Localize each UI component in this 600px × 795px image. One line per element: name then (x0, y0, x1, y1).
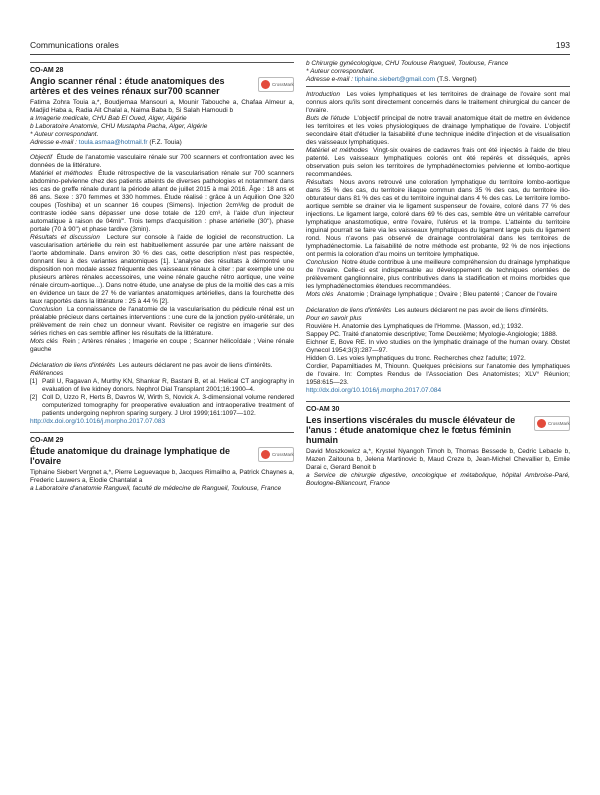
right-column (306, 60, 570, 488)
logo-label: CrossMark (548, 420, 570, 426)
materiel-paragraph: Matériel et méthodes Vingt-six ovaires de cadavres frais ont été injectés à l'aide de bleu patenté. Les vaisseaux lymphatiques colorés ont été repérés et disséqués, après observation puis selon les territoires de lymphadénectomies pelvienne et lombo-aortique recommandées. (306, 147, 570, 178)
introduction-paragraph: Introduction Les voies lymphatiques et les territoires de drainage de l'ovaire sont mal connus alors qu'ils sont directement concernés dans le traitement chirurgical du cancer de l'ovaire. (306, 91, 570, 114)
affiliation: a Service de chirurgie digestive, oncologique et métabolique, hôpital Ambroise-Paré, Boulogne-Billancourt, France (306, 472, 570, 487)
reference-item: [2] Coll D, Uzzo R, Herts B, Davros W, Wirth S, Novick A. 3-dimensional volume rendered computerized tomography for preoperative evaluation and intraoperative treatment of patients undergoing nephron sparing surgery. J Urol 1999;161:1097—102. (30, 394, 294, 417)
further-reading-item: Rouvière H. Anatomie des Lymphatiques de l'Homme. (Masson, ed.); 1932. (306, 323, 524, 330)
abstract-code: CO-AM 30 (306, 406, 340, 413)
keywords: Mots clés Anatomie ; Drainage lymphatique ; Ovaire ; Bleu patenté ; Cancer de l'ovaire (306, 291, 558, 298)
further-reading-item: Hidden G. Les voies lymphatiques du tronc. Recherches chez l'adulte; 1972. (306, 355, 526, 362)
section-name: Communications orales (30, 40, 119, 50)
running-header (30, 40, 570, 52)
declaration: Déclaration de liens d'intérêts Les auteurs déclarent ne pas avoir de liens d'intérêts. (306, 307, 549, 314)
authors: Fatima Zohra Touia a,*, Boudjemaa Mansouri a, Mounir Tabouche a, Chafaa Almeur a, Madjid Haba a, Radia Ait Chalal a, Naima Baba b, Si Salah Hamoudi b (30, 99, 294, 114)
affiliation: b Chirurgie gynécologique, CHU Toulouse Rangueil, Toulouse, France (306, 60, 509, 67)
abstract-title: Angio scanner rénal : étude anatomiques des artères et des veines rénaux sur700 scanner (30, 76, 225, 96)
doi-link[interactable]: http://dx.doi.org/10.1016/j.morpho.2017.07.083 (30, 418, 166, 425)
email-link[interactable]: tiphaine.siebert@gmail.com (354, 76, 436, 83)
crossmark-logo[interactable] (258, 447, 294, 462)
resultats-paragraph: Résultats Nous avons retrouvé une coloration lymphatique du territoire lombo-aortique dans 35 % des cas, du territoire iliaque commun dans 35 % des cas, du territoire ilio-obturateur dans 81 % des cas et du territoire inguinal dans 4 % des cas. Le territoire lombo-aortique semble se drainer via le ligament suspenseur de l'ovaire, coloré dans 77 % des injections. Le ligament large, coloré dans 69 % des cas, semble être un véritable carrefour lymphatique anastomotique, entre l'ovaire, l'utérus et la trompe. L'atteinte du territoire inguinal pourrait se faire via les vaisseaux lymphatiques du ligament large puis du ligament rond. Nous n'avons pas observé de drainage controlatéral dans les territoires de lymphadénectomie. La faisabilité de notre méthode est probante, 92 % de nos injections ont permis la coloration d'au moins un territoire lymphatique. (306, 179, 570, 258)
abstract-code: CO-AM 28 (30, 67, 64, 74)
crossmark-logo[interactable] (258, 77, 294, 92)
declaration: Déclaration de liens d'intérêts Les auteurs déclarent ne pas avoir de liens d'intérêts. (30, 362, 273, 369)
crossmark-icon (261, 80, 270, 89)
email-line: Adresse e-mail : toula.asmaa@hotmail.fr (F.Z. Touia) (30, 139, 182, 146)
email-link[interactable]: toula.asmaa@hotmail.fr (78, 139, 148, 146)
authors: Tiphaine Siebert Vergnet a,*, Pierre Leguevaque b, Jacques Rimailho a, Patrick Chaynes a, Frederic Lauwers a, Elodie Chantalat a (30, 469, 294, 484)
conclusion-paragraph: Conclusion La connaissance de l'anatomie de la vascularisation du pédicule rénal est un préalable précieux dans certaines interventions : une cure de la jonction pyélo-urétérale, un prélèvement de rein chez un donneur vivant. Revisiter ce registre en imagerie sur des séries riches en cas semble affiner les résultats de la littérature. (30, 306, 294, 337)
further-reading-item: Sappey PC. Traité d'anatomie descriptive; Tome Deuxième; Myologie-Angiologie; 1888. (306, 331, 558, 338)
abstract-code: CO-AM 29 (30, 437, 64, 444)
divider (306, 86, 570, 87)
resultats-paragraph: Résultats et discussion Lecture sur console à l'aide de logiciel de reconstruction. La vascularisation artérielle du rein est habituellement assurée par une artère naissant de l'aorte abdominale. Dans environ 30 % des cas, cette description n'est pas respectée, donnant lieu à des variantes anatomiques [1]. L'analyse des résultats à démontré une disposition non modale assez fréquente des vaisseaux rénaux à citer : par exemple une ou plusieurs artères rénales accessoires, une veine rénale gauche rétro aortique, une veine rénale circum-aortique...). Dans notre étude, une analyse de plus de la moitié des cas a mis en évidence un taux de 27 % de variantes anatomiques artérielles, dans la fourchette des taux rapportés dans la littérature : 25 à 44 % [2]. (30, 234, 294, 305)
reference-item: [1] Patil U, Ragavan A, Murthy KN, Shankar R, Bastani B, et al. Helical CT angiography in evaluation of live kidney donors. Nephrol Dial Transplant 2001;16:1900–4. (30, 378, 294, 393)
abstract-title: Les insertions viscérales du muscle élévateur de l'anus : étude anatomique chez le fœtus féminin humain (306, 415, 516, 445)
corresponding-note: * Auteur correspondant. (30, 131, 99, 138)
corresponding-note: * Auteur correspondant. (306, 68, 375, 75)
logo-label: CrossMark (272, 81, 294, 87)
crossmark-logo[interactable] (534, 416, 570, 431)
affiliation: a Laboratoire d'anatomie Rangueil, faculté de médecine de Rangueil, Toulouse, France (30, 485, 282, 492)
further-reading-item: Eichner E, Bove RE. In vivo studies on the lymphatic drainage of the human ovary. Obstet Gynecol 1954;3(3):287—97. (306, 339, 570, 354)
affiliation: a Imagerie medicale, CHU Bab El Oued, Alger, Algérie (30, 115, 187, 122)
references-heading: Références (30, 370, 64, 377)
keywords: Mots clés Rein ; Artères rénales ; Imagerie en coupe ; Scanner hélicoïdale ; Veine rénale gauche (30, 338, 294, 353)
email-line: Adresse e-mail : tiphaine.siebert@gmail.com (T.S. Vergnet) (306, 76, 477, 83)
header-rule (30, 54, 570, 55)
buts-paragraph: Buts de l'étude L'objectif principal de notre travail anatomique était de mettre en évidence les territoires et les voies physiologiques de drainage lymphatique de l'ovaire. L'objectif secondaire était d'étudier la faisabilité d'une technique inédite d'injection et de visualisation des vaisseaux lymphatiques. (306, 115, 570, 146)
abstract-separator (30, 62, 294, 63)
further-reading-heading: Pour en savoir plus (306, 315, 362, 322)
doi-link[interactable]: http://dx.doi.org/10.1016/j.morpho.2017.07.084 (306, 387, 442, 394)
left-column (30, 60, 294, 493)
logo-label: CrossMark (272, 451, 294, 457)
materiel-paragraph: Matériel et méthodes Étude rétrospective de la vascularisation rénale sur 700 scanners abdomino-pelvienne chez des patients atteints de diverses pathologies et notamment dans les cas de greffe rénale durant la période allant de juillet 2015 à mai 2016. Âge : 18 ans et 86 ans. Sexe : 370 femmes et 330 hommes. Étude réalisé : grâce à un Aquilion One 320 coupes (Toshiba) et un scanner 16 coupes (Simens). Injection 2cm³/kg de produit de contraste iodée sans dépasser une dose totale de 120 cm³, à l'aide d'un injecteur automatique à raison de 04ml/''. Trois temps d'acquisition : phase artérielle (30''), phase portale (70 à 90'') et phase tardive (3min). (30, 170, 294, 233)
divider (30, 149, 294, 150)
abstract-separator (306, 401, 570, 402)
abstract-separator (30, 432, 294, 433)
crossmark-icon (537, 419, 546, 428)
abstract-title: Étude anatomique du drainage lymphatique de l'ovaire (30, 446, 231, 466)
conclusion-paragraph: Conclusion Notre étude contribue à une meilleure compréhension du drainage lymphatique de l'ovaire. Celle-ci est indispensable au développement de techniques orientées de prélèvement ganglionnaire, plus contributives dans la stadification et moins morbides que les lymphadénectomies étendues recommandées. (306, 259, 570, 290)
page-number: 193 (555, 40, 570, 50)
affiliation: b Laboratoire Anatomie, CHU Mustapha Pacha, Alger, Algérie (30, 123, 208, 130)
objectif-paragraph: Objectif Étude de l'anatomie vasculaire rénale sur 700 scanners et confrontation avec les données de la littérature. (30, 154, 294, 169)
further-reading-item: Cordier, Papamiltiades M, Thiounn. Quelques précisions sur l'anatomie des lymphatiques de l'ovaire. In: Comptes Rendus de l'Association Des Anatomistes; XLV° Réunion; 1958:615—23. (306, 363, 570, 386)
crossmark-icon (261, 450, 270, 459)
authors: David Moszkowicz a,*, Krystel Nyangoh Timoh b, Thomas Bessede b, Cedric Lebacle b, Mazen Zaitouna b, Jelena Martinovic b, Maud Creze b, Jean-Michel Chevallier b, Emile Darai c, Gerard Benoit b (306, 448, 570, 471)
